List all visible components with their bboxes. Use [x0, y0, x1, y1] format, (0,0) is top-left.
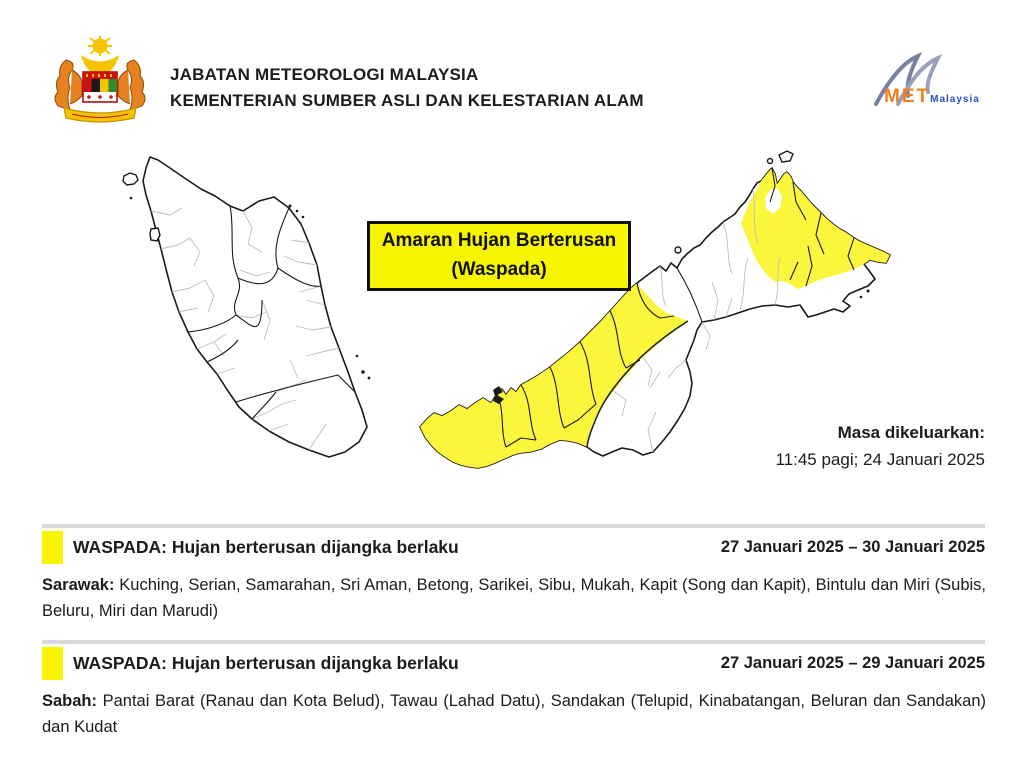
peninsular-malaysia-map [123, 157, 370, 457]
small-island [768, 159, 773, 164]
agency-title [170, 62, 644, 114]
coat-of-arms-icon [48, 34, 152, 130]
region-label: Sarawak: [42, 576, 115, 594]
warning-period: 27 Januari 2025 – 29 Januari 2025 [720, 654, 985, 672]
warning-areas-sabah [42, 688, 986, 740]
issued-time-label: Masa dikeluarkan: [837, 423, 985, 442]
warning-title: WASPADA: Hujan berterusan dijangka berlaku [73, 653, 459, 673]
region-label: Sabah: [42, 692, 98, 710]
warning-level-swatch [42, 647, 63, 680]
warning-item-sarawak-header [42, 531, 985, 564]
warning-banner [367, 221, 631, 291]
met-logo-text: MET [884, 86, 931, 107]
agency-title-line2: KEMENTERIAN SUMBER ASLI DAN KELESTARIAN ALAM [170, 91, 644, 110]
met-logo-malaysia-text: Malaysia [930, 94, 980, 105]
malaysia-coat-of-arms-logo [48, 34, 152, 130]
issued-time [775, 419, 985, 473]
region-areas: Kuching, Serian, Samarahan, Sri Aman, Betong, Sarikei, Sibu, Mukah, Kapit (Song dan Kapit), Bintulu dan Miri (Subis, Beluru, Miri dan Marudi) [42, 576, 987, 620]
warning-item-sabah-header [42, 647, 985, 680]
region-areas: Pantai Barat (Ranau dan Kota Belud), Tawau (Lahad Datu), Sandakan (Telupid, Kinabatangan, Beluran dan Sandakan) dan Kudat [42, 692, 986, 736]
met-swoosh-icon [868, 48, 998, 120]
divider [42, 640, 985, 644]
divider [42, 524, 985, 528]
met-logo-words [884, 86, 980, 108]
metmalaysia-logo [868, 48, 998, 120]
banggi-island [779, 151, 793, 162]
warning-period: 27 Januari 2025 – 30 Januari 2025 [720, 538, 985, 556]
warning-banner-line1: Amaran Hujan Berterusan [381, 230, 617, 251]
agency-title-line1: JABATAN METEOROLOGI MALAYSIA [170, 65, 479, 84]
warning-title: WASPADA: Hujan berterusan dijangka berlaku [73, 537, 459, 557]
warning-areas-sarawak [42, 572, 986, 624]
labuan-island [675, 247, 681, 253]
warning-level-swatch [42, 531, 63, 564]
warning-banner-line2: (Waspada) [451, 259, 547, 280]
issued-time-value: 11:45 pagi; 24 Januari 2025 [775, 450, 985, 469]
